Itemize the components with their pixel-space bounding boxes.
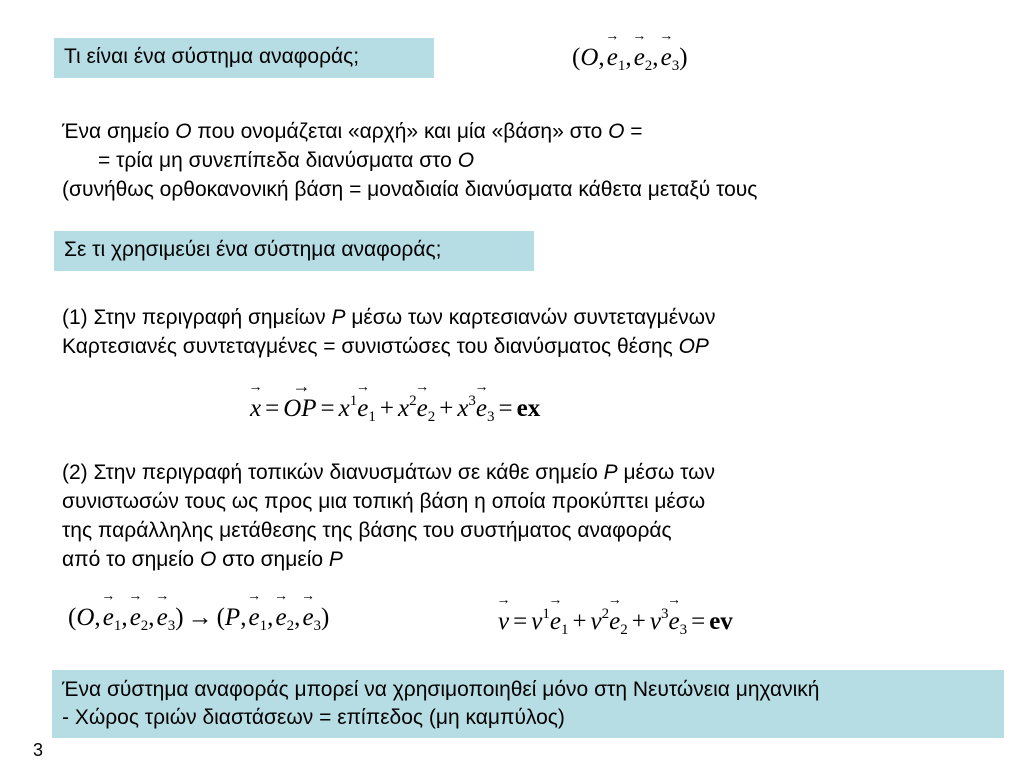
page-number: 3: [33, 740, 44, 760]
question-2-text: Σε τι χρησιμεύει ένα σύστημα αναφοράς;: [64, 238, 442, 261]
question-box-1: [54, 38, 434, 78]
definition-line-3: (συνήθως ορθοκανονική βάση = μοναδιαία διανύσματα κάθετα μεταξύ τους: [62, 178, 758, 201]
definition-line-2: = τρία μη συνεπίπεδα διανύσματα στο O: [98, 149, 475, 172]
use-2-line-2: συνιστωσών τους ως προς μια τοπική βάση η οποία προκύπτει μέσω: [62, 490, 706, 513]
use-2-paragraph: [62, 458, 715, 574]
note-line-1: Ένα σύστημα αναφοράς μπορεί να χρησιμοποιηθεί μόνο στη Νευτώνεια μηχανική: [62, 678, 820, 701]
note-box: [52, 670, 1004, 738]
question-box-2: [54, 231, 534, 271]
use-2-line-3: της παράλληλης μετάθεσης της βάσης του συστήματος αναφοράς: [62, 519, 672, 542]
question-1-text: Τι είναι ένα σύστημα αναφοράς;: [64, 45, 360, 68]
note-line-2: - Χώρος τριών διαστάσεων = επίπεδος (μη καμπύλος): [62, 706, 565, 729]
definition-line-1: Ένα σημείο O που ονομάζεται «αρχή» και μία «βάση» στο O =: [62, 120, 643, 143]
formula-parallel-transport: (O, → $e_1$, → $e_2$, → $e_3) \to (P$, → $e_1$, → $e_2$, → $e_3$): [68, 605, 329, 634]
use-1-line-2: Καρτεσιανές συντεταγμένες = συνιστώσες του διανύσματος θέσης OP: [62, 335, 709, 358]
use-2-line-4: από το σημείο O στο σημείο P: [62, 548, 343, 571]
formula-local-vector: → $v = v^1\to e_1 + v^2\to e_2 + v^3\to e_3$ = ev: [498, 607, 733, 638]
use-1-line-1: (1) Στην περιγραφή σημείων P μέσω των καρτεσιανών συντεταγμένων: [62, 306, 716, 329]
use-2-line-1: (2) Στην περιγραφή τοπικών διανυσμάτων σε κάθε σημείο P μέσω των: [62, 461, 715, 484]
definition-paragraph: [62, 117, 757, 204]
formula-reference-frame: (O, → $e_1$, → $e_2$, → $e_3$): [572, 45, 688, 74]
formula-position-vector: → x =→ OP = $x^1\to e_1 + x^2\to e_2 + x^3\to e_3$ = ex: [250, 394, 540, 425]
use-1-paragraph: [62, 303, 716, 361]
